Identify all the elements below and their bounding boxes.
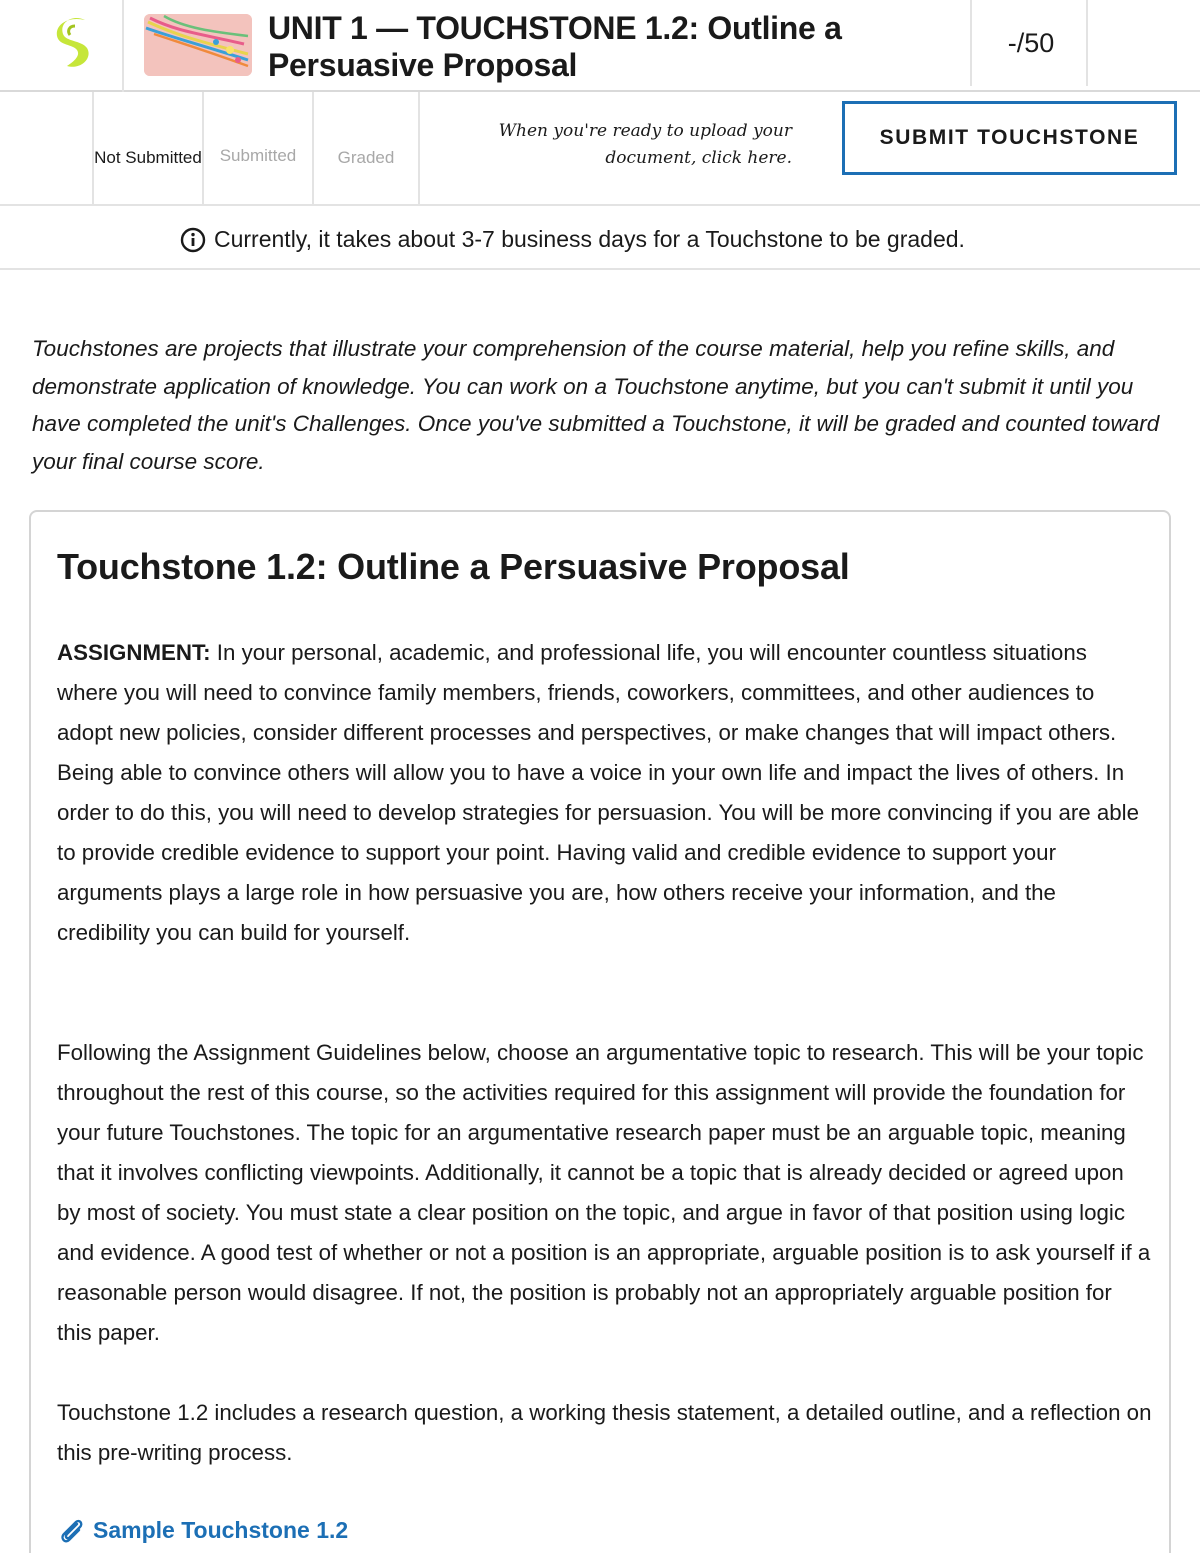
top-bar bbox=[0, 0, 1200, 92]
includes-paragraph: Touchstone 1.2 includes a research question, a working thesis statement, a detailed outline, and a reflection on this pre-writing process. bbox=[57, 1400, 1152, 1465]
submit-touchstone-button[interactable]: SUBMIT TOUCHSTONE bbox=[842, 101, 1177, 175]
assignment-card bbox=[29, 510, 1171, 1553]
score-value: -/50 bbox=[1007, 28, 1055, 58]
grading-info bbox=[180, 226, 965, 253]
status-step-not-submitted: Not Submitted bbox=[92, 92, 202, 204]
assignment-text: In your personal, academic, and professional life, you will encounter countless situations where you will need to convince family members, friends, coworkers, committees, and other audiences to adopt new policies, consider different processes and perspectives, or make changes that will impact others. Being able to convince others will allow you to have a voice in your own life and impact the lives of others. In order to do this, you will need to develop strategies for persuasion. You will be more convincing if you are able to provide credible evidence to support your point. Having valid and credible evidence to support your arguments plays a large role in how persuasive you are, how others receive your information, and the credibility you can build for yourself. bbox=[57, 640, 1140, 945]
touchstone-thumbnail bbox=[144, 14, 252, 76]
paperclip-icon bbox=[57, 1516, 85, 1544]
assignment-paragraph bbox=[57, 633, 1152, 953]
grading-info-text: Currently, it takes about 3-7 business days for a Touchstone to be graded. bbox=[214, 226, 965, 252]
assignment-label: ASSIGNMENT: bbox=[57, 640, 211, 665]
sample-link-label: Sample Touchstone 1.2 bbox=[93, 1516, 349, 1543]
logo-cell[interactable] bbox=[0, 0, 124, 92]
grading-info-bar bbox=[0, 206, 1200, 270]
assignment-title: Touchstone 1.2: Outline a Persuasive Proposal bbox=[57, 546, 850, 587]
page-title: UNIT 1 — TOUCHSTONE 1.2: Outline a Persuasive Proposal bbox=[268, 10, 842, 83]
guidelines-paragraph: Following the Assignment Guidelines below, choose an argumentative topic to research. This will be your topic throughout the rest of this course, so the activities required for this assignment will provide the foundation for your future Touchstones. The topic for an argumentative research paper must be an arguable topic, meaning that it involves conflicting viewpoints. Additionally, it cannot be a topic that is already decided or agreed upon by most of society. You must state a clear position on the topic, and argue in favor of that position using logic and evidence. A good test of whether or not a position is an appropriate, arguable position is to ask yourself if a reasonable person would disagree. If not, the position is probably not an appropriately arguable position for this paper. bbox=[57, 1040, 1151, 1345]
sophia-logo-icon bbox=[55, 16, 97, 72]
colorful-lines-thumbnail bbox=[144, 14, 252, 76]
status-step-submitted: Submitted bbox=[202, 92, 312, 204]
upload-hint: When you're ready to upload your document, click here. bbox=[498, 121, 792, 168]
status-step-graded: Graded bbox=[312, 92, 420, 204]
sample-touchstone-link[interactable] bbox=[57, 1516, 348, 1544]
score-cell bbox=[970, 0, 1088, 86]
touchstone-intro: Touchstones are projects that illustrate your comprehension of the course material, help you refine skills, and demonstrate application of knowledge. You can work on a Touchstone anytime, but you can't submit it until you have completed the unit's Challenges. Once you've submitted a Touchstone, it will be graded and counted toward your final course score. bbox=[32, 336, 1160, 474]
info-circle-icon bbox=[180, 227, 206, 253]
